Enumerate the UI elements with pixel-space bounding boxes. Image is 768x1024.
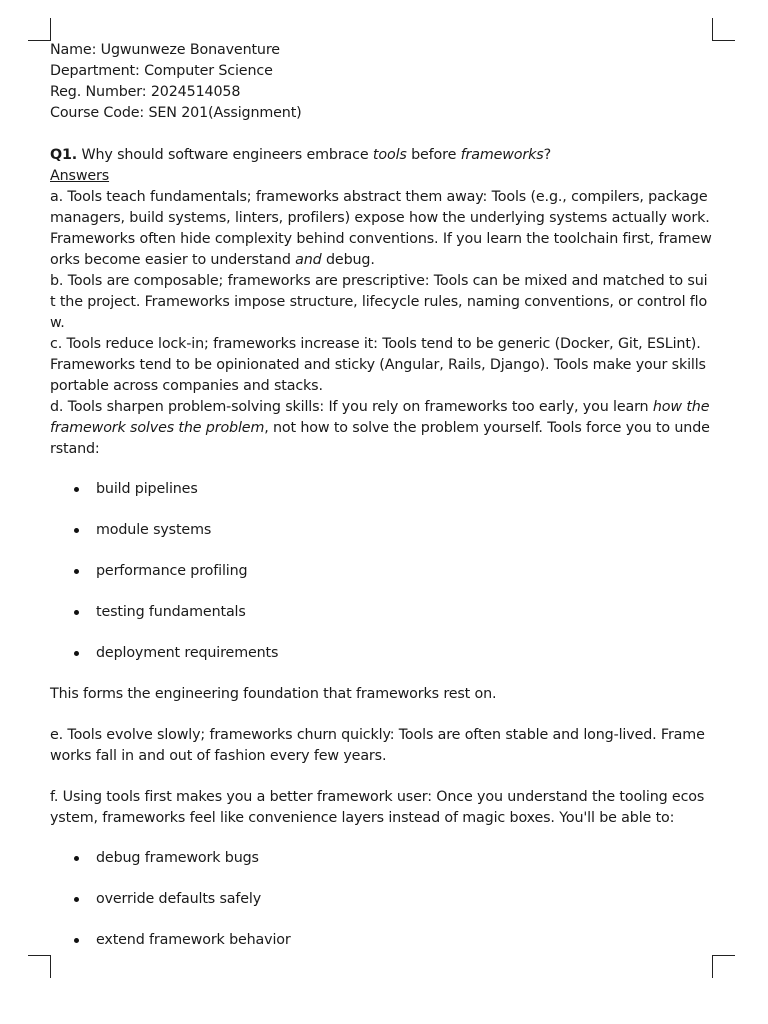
answer-a (50, 187, 712, 271)
list-item-label: testing fundamentals (96, 604, 246, 620)
question-em-frameworks: frameworks (460, 147, 544, 163)
list-item (50, 889, 712, 910)
question-text-b: before (406, 147, 461, 163)
list-item-label: performance profiling (96, 563, 248, 579)
list-item-label: module systems (96, 522, 212, 538)
student-name: Name: Ugwunweze Bonaventure (50, 42, 280, 58)
answer-d-text: d. Tools sharpen problem-solving skills: If you rely on frameworks too early, you learn (50, 399, 653, 415)
bullet-icon (74, 897, 79, 902)
answer-f: f. Using tools first makes you a better framework user: Once you understand the tooling ecosystem, frameworks feel like convenience layers instead of magic boxes. You'll be able to: (50, 789, 705, 826)
list-item-label: extend framework behavior (96, 932, 291, 948)
question (50, 145, 712, 166)
answer-d-em: how the framework solves the problem (50, 399, 710, 436)
answers-heading: Answers (50, 168, 110, 184)
list-item (50, 479, 712, 500)
bullet-icon (74, 938, 79, 943)
answer-a-end: debug. (321, 252, 375, 268)
list-item (50, 602, 712, 623)
list-item (50, 643, 712, 664)
answer-d (50, 397, 712, 460)
document-page (50, 40, 712, 951)
question-em-tools: tools (372, 147, 407, 163)
list-item-label: deployment requirements (96, 645, 279, 661)
department: Department: Computer Science (50, 63, 273, 79)
answer-a-text: a. Tools teach fundamentals; frameworks abstract them away: Tools (e.g., compilers, package managers, build systems, linters, profilers) expose how the underlying systems actually work. Frameworks often hide complexity behind conventions. If you learn the toolchain first, frameworks become easier to understand (50, 189, 712, 268)
course-code: Course Code: SEN 201(Assignment) (50, 105, 302, 121)
list-f (50, 848, 712, 951)
list-item (50, 848, 712, 869)
answer-e: e. Tools evolve slowly; frameworks churn quickly: Tools are often stable and long-lived. Frameworks fall in and out of fashion every few years. (50, 727, 705, 764)
reg-number: Reg. Number: 2024514058 (50, 84, 241, 100)
bullet-icon (74, 569, 79, 574)
list-item (50, 561, 712, 582)
foundation-text: This forms the engineering foundation that frameworks rest on. (50, 686, 497, 702)
crop-mark-top-left (28, 18, 51, 41)
list-item-label: override defaults safely (96, 891, 262, 907)
list-item-label: build pipelines (96, 481, 198, 497)
answer-b: b. Tools are composable; frameworks are prescriptive: Tools can be mixed and matched to suit the project. Frameworks impose structure, lifecycle rules, naming conventions, or control flow. (50, 273, 708, 331)
question-label: Q1. (50, 147, 78, 163)
answer-c: c. Tools reduce lock-in; frameworks increase it: Tools tend to be generic (Docker, Git, ESLint). Frameworks tend to be opinionated and sticky (Angular, Rails, Django). Tools make your skills portable across companies and stacks. (50, 336, 706, 394)
crop-mark-bottom-right (712, 955, 735, 978)
list-d (50, 479, 712, 664)
bullet-icon (74, 651, 79, 656)
list-item (50, 930, 712, 951)
bullet-icon (74, 856, 79, 861)
bullet-icon (74, 487, 79, 492)
list-item (50, 520, 712, 541)
list-item-label: debug framework bugs (96, 850, 259, 866)
bullet-icon (74, 528, 79, 533)
answer-d-end: , not how to solve the problem yourself. Tools force you to understand: (50, 420, 710, 457)
crop-mark-bottom-left (28, 955, 51, 978)
question-text-a: Why should software engineers embrace (77, 147, 373, 163)
crop-mark-top-right (712, 18, 735, 41)
answer-a-em: and (295, 252, 322, 268)
question-text-c: ? (543, 147, 552, 163)
bullet-icon (74, 610, 79, 615)
